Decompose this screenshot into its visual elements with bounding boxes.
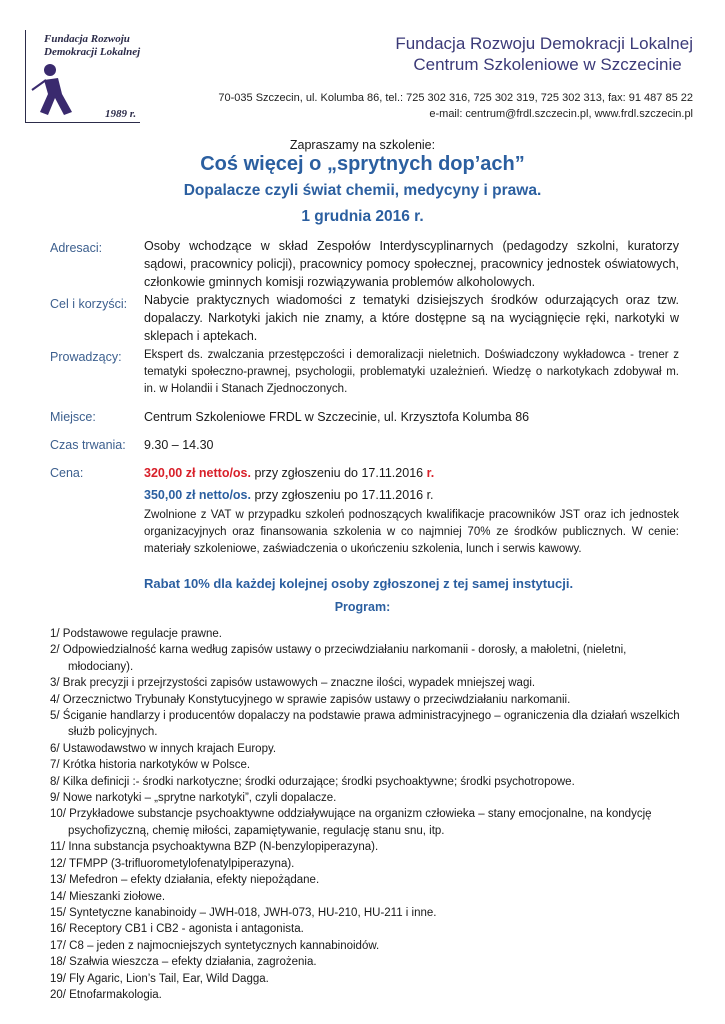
miejsce-label: Miejsce: (50, 410, 96, 424)
address-line: 70-035 Szczecin, ul. Kolumba 86, tel.: 725 302 316, 725 302 319, 725 302 313, fax: 91 487 85 22 (218, 92, 693, 104)
training-subtitle: Dopalacze czyli świat chemii, medycyny i prawa. (183, 182, 542, 199)
org-header (395, 33, 693, 75)
miejsce-value: Centrum Szkoleniowe FRDL w Szczecinie, ul. Krzysztofa Kolumba 86 (144, 410, 530, 424)
price-early: 320,00 zł netto/os. (144, 466, 251, 480)
program-heading: Program: (334, 600, 391, 614)
adresaci-value: Osoby wchodzące w skład Zespołów Interdyscyplinarnych (pedagodzy szkolni, kuratorzy sądowi, pracownicy policji), pracownicy pomocy społecznej, pracownicy jednostek oświatowych, członkowie gminnych komisji rozwiązywania problemów alkoholowych. (144, 239, 679, 289)
program-item: 18/ Szałwia wieszcza – efekty działania, zagrożenia. (50, 956, 317, 969)
price-early-r: r. (426, 466, 435, 480)
contact-info (218, 90, 693, 122)
prowadzacy-value: Ekspert ds. zwalczania przestępczości i demoralizacji nieletnich. Doświadczony wykładowca - trener z tematyki społeczno-prawnej, psychologii, problematyki uzależnień. Wiedzę o narkotykach zdobywał m. in. w Holandii i Stanach Zjednoczonych. (144, 349, 679, 395)
program-item: 17/ C8 – jeden z najmocniejszych syntetycznych kannabinoidów. (50, 939, 380, 952)
price-line-1 (144, 464, 679, 482)
logo-line1: Fundacja Rozwoju (44, 33, 130, 45)
discount-text: Rabat 10% dla każdej kolejnej osoby zgłoszonej z tej samej instytucji. (144, 576, 574, 591)
training-date: 1 grudnia 2016 r. (301, 208, 424, 225)
logo-border-bottom (25, 122, 140, 123)
logo-line2: Demokracji Lokalnej (44, 46, 141, 58)
invite-text: Zapraszamy na szkolenie: (289, 138, 436, 152)
program-item: 16/ Receptory CB1 i CB2 - agonista i antagonista. (50, 923, 304, 936)
program-item: 9/ Nowe narkotyki – „sprytne narkotyki”, czyli dopalacze. (50, 792, 337, 805)
price-note: Zwolnione z VAT w przypadku szkoleń podnoszących kwalifikacje pracowników JST oraz ich jednostek organizacyjnych oraz finansowania szkolenia w co najmniej 70% ze środków publicznych. W cenie: materiały szkoleniowe, zaświadczenia o ukończeniu szkolenia, lunch i serwis kawowy. (144, 509, 679, 555)
logo-figure-icon (28, 60, 98, 122)
program-item: 4/ Orzecznictwo Trybunały Konstytucyjnego w sprawie zapisów ustawy o przeciwdziałaniu narkomanii. (50, 693, 571, 706)
price-late-text: przy zgłoszeniu po 17.11.2016 r. (250, 488, 434, 502)
program-item: 20/ Etnofarmakologia. (50, 988, 162, 1001)
program-item: 6/ Ustawodawstwo w innych krajach Europy. (50, 742, 277, 755)
program-item: 15/ Syntetyczne kanabinoidy – JWH-018, JWH-073, HU-210, HU-211 i inne. (50, 906, 437, 919)
training-title: Coś więcej o „sprytnych dop’ach” (200, 153, 525, 175)
price-line-2 (144, 486, 679, 504)
price-late: 350,00 zł netto/os. (144, 488, 251, 502)
cel-label: Cel i korzyści: (50, 297, 128, 311)
org-center-name: Centrum Szkoleniowe w Szczecinie (413, 55, 682, 74)
program-item: 1/ Podstawowe regulacje prawne. (50, 628, 222, 640)
program-item: 2/ Odpowiedzialność karna według zapisów ustawy o przeciwdziałaniu narkomanii - dorosły, a małoletni, (nieletni, młodociany). (50, 644, 627, 673)
adresaci-label: Adresaci: (50, 241, 103, 255)
price-early-text: przy zgłoszeniu do 17.11.2016 (250, 466, 427, 480)
program-item: 19/ Fly Agaric, Lion’s Tail, Ear, Wild Dagga. (50, 972, 269, 985)
czas-label: Czas trwania: (50, 438, 126, 452)
czas-value: 9.30 – 14.30 (144, 438, 214, 452)
email-line: e-mail: centrum@frdl.szczecin.pl, www.frdl.szczecin.pl (429, 108, 693, 120)
program-item: 8/ Kilka definicji :- środki narkotyczne; środki odurzające; środki psychoaktywne; środki psychotropowe. (50, 775, 575, 788)
cel-value: Nabycie praktycznych wiadomości z tematyki dzisiejszych środków odurzających oraz tzw. dopalaczy. Narkotyki jakich nie znamy, a które dostępne są na wyciągnięcie ręki, narkotyki w sklepach i aptekach. (144, 293, 679, 343)
logo-border-left (25, 30, 26, 122)
program-item: 5/ Ściganie handlarzy i producentów dopalaczy na podstawie prawa administracyjnego – ograniczenia dla działań wszelkich służb policyjnych. (50, 710, 680, 739)
program-list (50, 626, 690, 1003)
program-item: 12/ TFMPP (3-trifluorometylofenatylpiperazyna). (50, 857, 295, 870)
program-item: 10/ Przykładowe substancje psychoaktywne oddziaływujące na organizm człowieka – stany emocjonalne, na kondycję psychofizyczną, chemię miłości, zapamiętywanie, regulację stanu snu, itp. (50, 808, 652, 837)
program-item: 11/ Inna substancja psychoaktywna BZP (N-benzylopiperazyna). (50, 841, 379, 854)
cena-label: Cena: (50, 466, 84, 480)
program-item: 14/ Mieszanki ziołowe. (50, 890, 166, 903)
prowadzacy-label: Prowadzący: (50, 350, 122, 364)
logo-year: 1989 r. (105, 108, 137, 120)
program-item: 7/ Krótka historia narkotyków w Polsce. (50, 759, 251, 772)
org-name: Fundacja Rozwoju Demokracji Lokalnej (395, 34, 693, 53)
program-item: 3/ Brak precyzji i przejrzystości zapisów ustawowych – znaczne ilości, wypadek mniejszej wagi. (50, 677, 536, 690)
program-item: 13/ Mefedron – efekty działania, efekty niepożądane. (50, 874, 320, 887)
